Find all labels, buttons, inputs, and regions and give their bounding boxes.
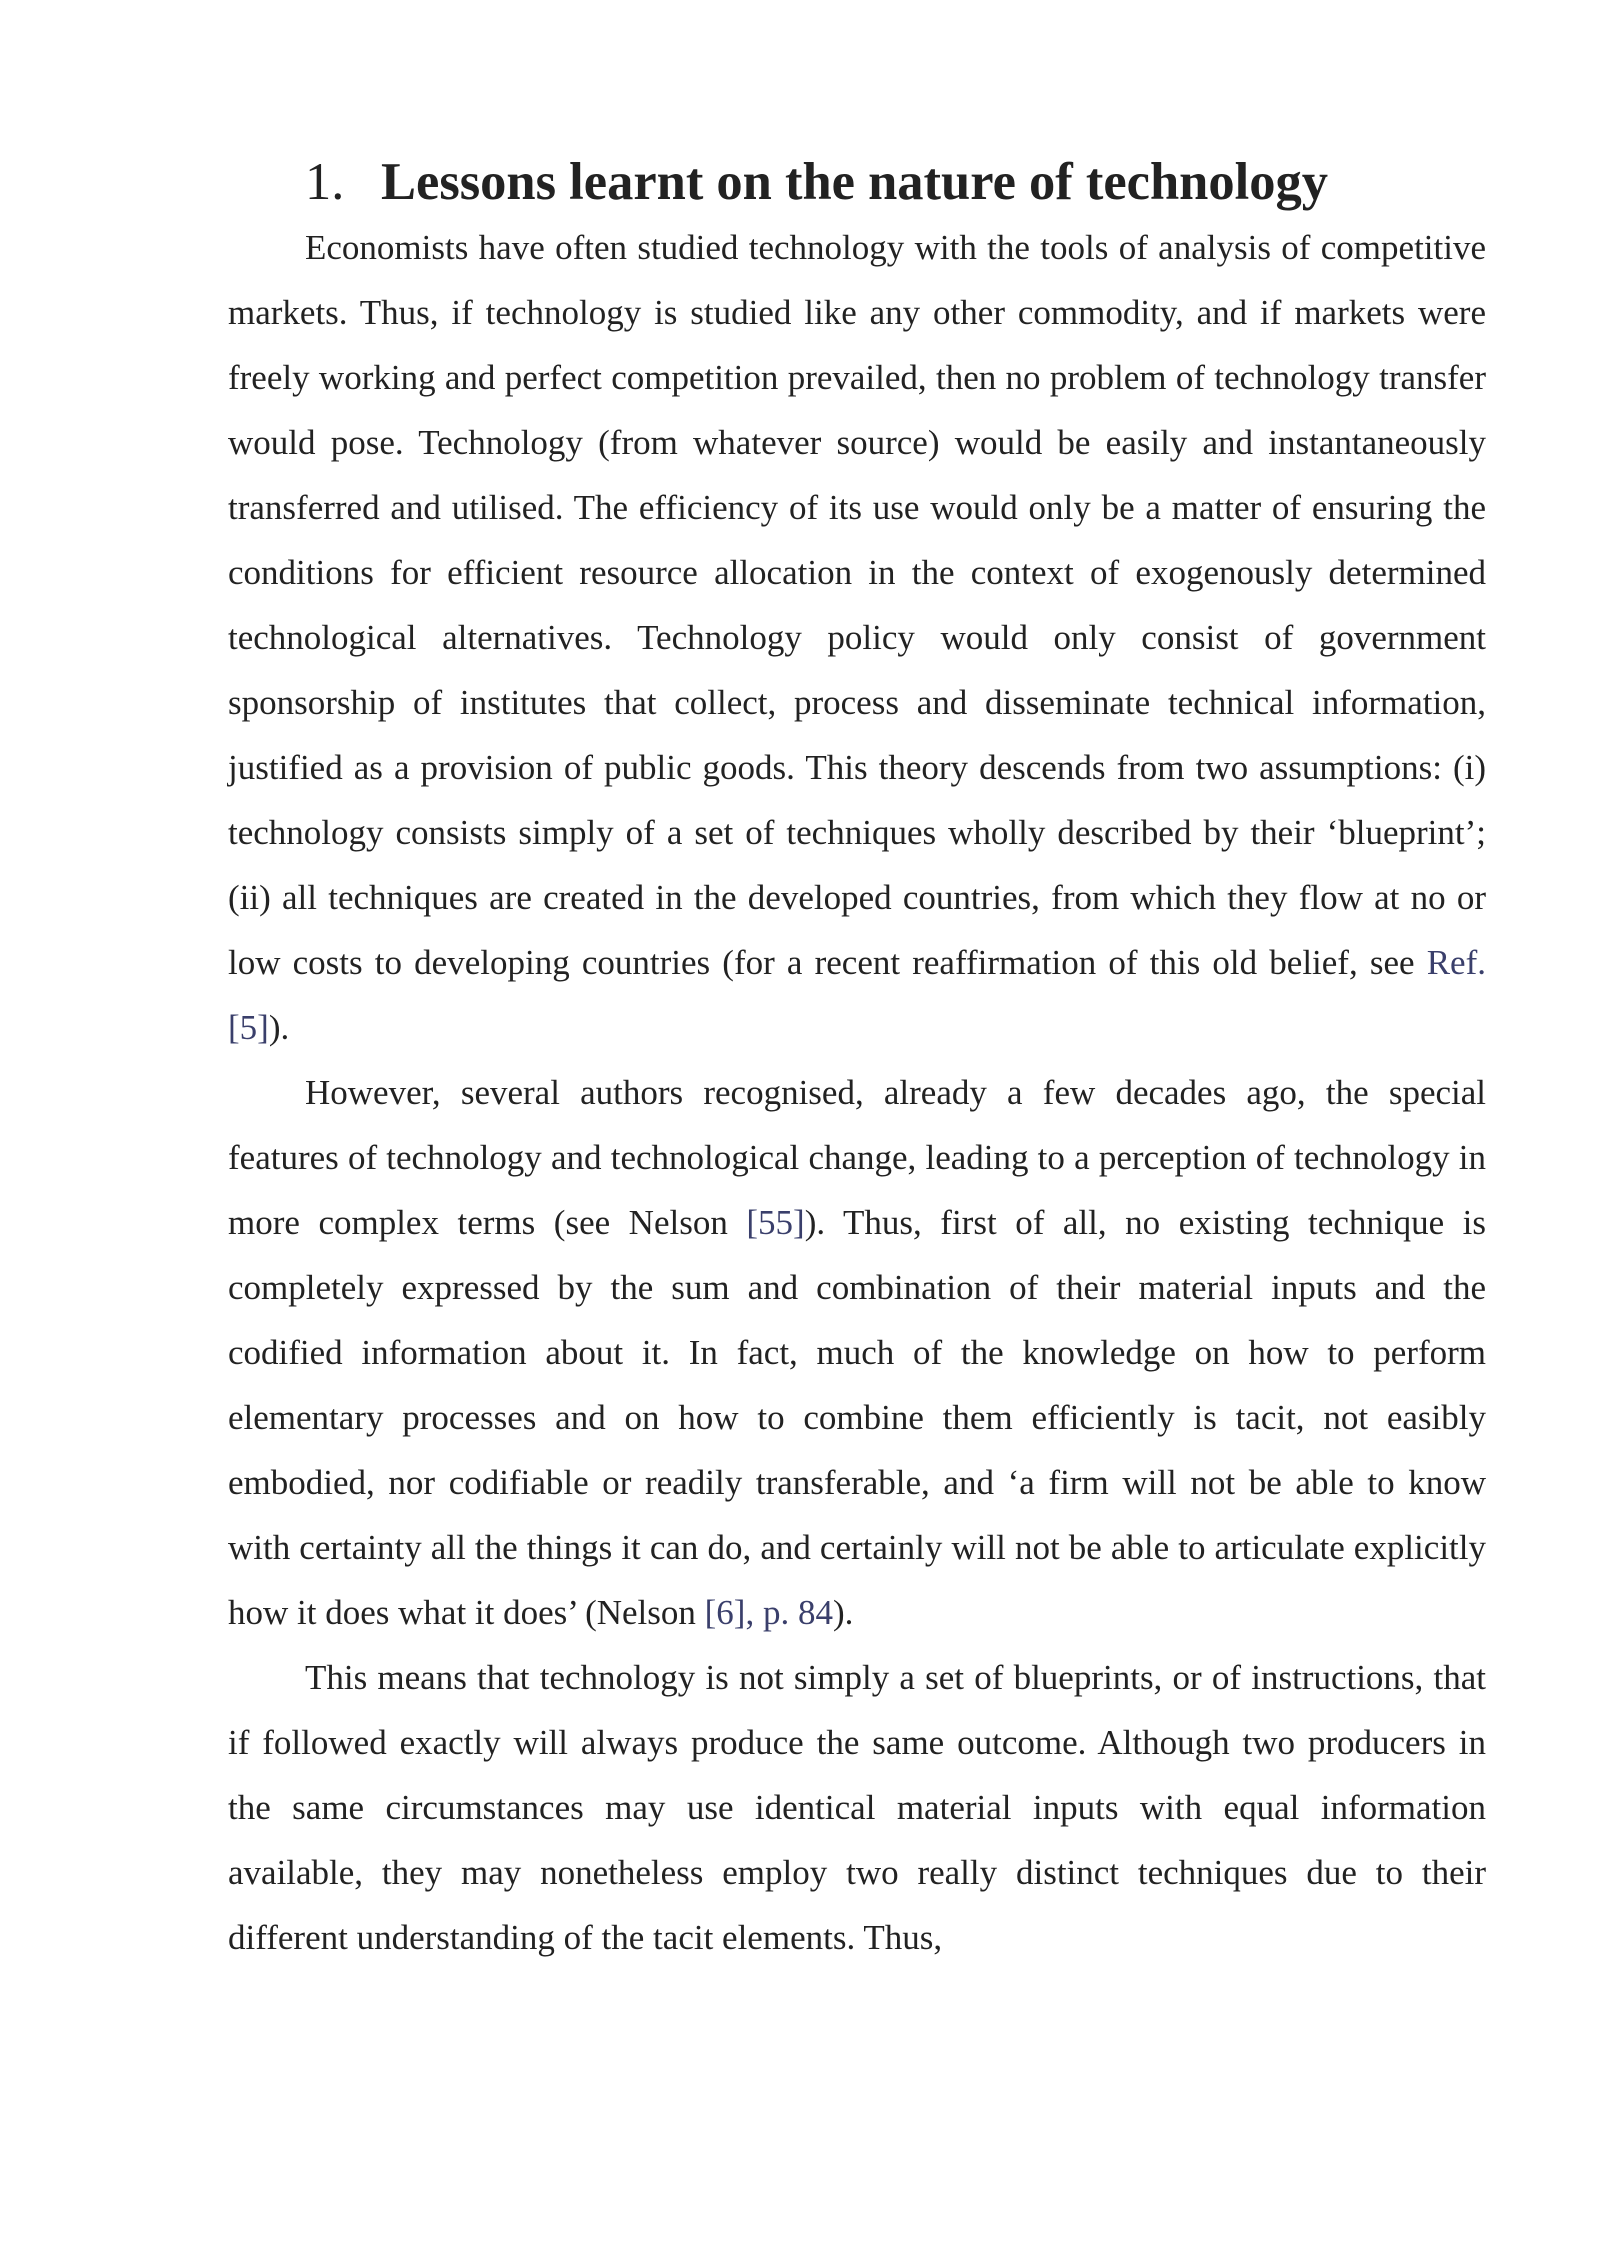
paragraph-1 <box>228 215 1486 1060</box>
paragraph-3 <box>228 1645 1486 1970</box>
paragraph-1-text: Economists have often studied technology with the tools of analysis of competitive markets. Thus, if technology is studied like any other commodity, and if markets were freely working and perfect competition prevailed, then no problem of technology transfer would pose. Technology (from whatever source) would be easily and instantaneously transferred and utilised. The efficiency of its use would only be a matter of ensuring the conditions for efficient resource allocation in the context of exogenously determined technological alternatives. Technology policy would only consist of government sponsorship of institutes that collect, process and disseminate technical information, justified as a provision of public goods. This theory descends from two assumptions: (i) technology consists simply of a set of techniques wholly described by their ‘blueprint’; (ii) all techniques are created in the developed countries, from which they flow at no or low costs to developing countries (for a recent reaffirmation of this old belief, see <box>228 228 1486 982</box>
paragraph-1-end: ). <box>268 1008 290 1047</box>
paragraph-2 <box>228 1060 1486 1645</box>
reference-link-5[interactable]: Ref. [5] <box>228 943 1486 1047</box>
body-text <box>228 150 1486 1970</box>
paragraph-2-text-a: However, several authors recognised, already a few decades ago, the special features of technology and technological change, leading to a perception of technology in more complex terms (see Nelson <box>228 1073 1486 1242</box>
reference-link-55[interactable]: [55] <box>746 1203 805 1242</box>
section-number: 1. <box>305 153 345 211</box>
section-heading <box>228 150 1486 215</box>
paragraph-2-text-b: ). Thus, first of all, no existing technique is completely expressed by the sum and combination of their material inputs and the codified information about it. In fact, much of the knowledge on how to perform elementary processes and on how to combine them efficiently is tacit, not easibly embodied, nor codifiable or readily transferable, and ‘a firm will not be able to know with certainty all the things it can do, and certainly will not be able to articulate explicitly how it does what it does’ (Nelson <box>228 1203 1486 1632</box>
section-title: Lessons learnt on the nature of technology <box>381 153 1328 211</box>
paragraph-3-text: This means that technology is not simply a set of blueprints, or of instructions, that if followed exactly will always produce the same outcome. Although two producers in the same circumstances may use identical material inputs with equal information available, they may nonetheless employ two really distinct techniques due to their different understanding of the tacit elements. Thus, <box>228 1658 1486 1957</box>
reference-link-6[interactable]: [6], p. 84 <box>704 1593 833 1632</box>
paragraph-2-end: ). <box>832 1593 854 1632</box>
